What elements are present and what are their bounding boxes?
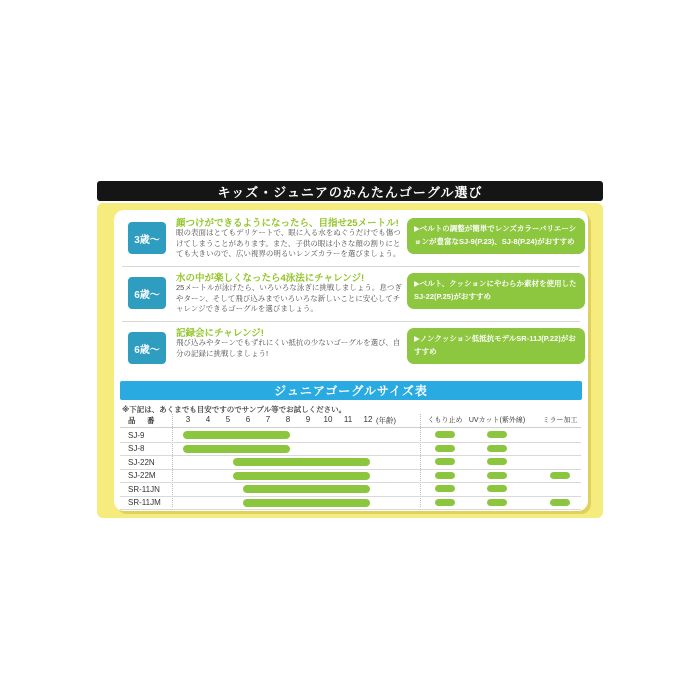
page-title-bar (97, 181, 603, 201)
age-tick: 8 (285, 415, 291, 424)
age-badge (128, 277, 166, 309)
yellow-frame (97, 203, 603, 518)
feature-pill (435, 485, 455, 492)
table-row (120, 482, 581, 497)
recommend-callout: ▶ベルト、クッションにやわらか素材を使用したSJ-22(P.25)がおすすめ (407, 273, 585, 309)
feature-pill (550, 472, 570, 479)
table-row (120, 442, 581, 457)
feature-header-antifog: くもり止め (427, 417, 463, 424)
age-tick: 5 (225, 415, 231, 424)
model-label: SR-11JM (128, 498, 161, 507)
age-tick: 12 (363, 415, 373, 424)
feature-pill (435, 445, 455, 452)
feature-header-uvcut: UVカット(紫外線) (468, 417, 526, 424)
age-unit-label: (年齢) (376, 416, 396, 425)
size-table-title: ジュニアゴーグルサイズ表 (274, 384, 428, 398)
size-table-title-bar (120, 381, 582, 400)
feature-pill (487, 445, 507, 452)
age-range-bar (233, 458, 370, 466)
table-row (120, 496, 581, 511)
section-body: 飛び込みやターンでもずれにくい抵抗の少ないゴーグルを選び、自分の記録に挑戦しましょう! (176, 338, 401, 358)
age-tick: 10 (323, 415, 333, 424)
section-title: 記録会にチャレンジ! (176, 328, 264, 339)
recommend-callout: ▶ノンクッション低抵抗モデルSR-11J(P.22)がおすすめ (407, 328, 585, 364)
age-badge (128, 332, 166, 364)
model-column-header: 品 番 (128, 416, 157, 425)
age-tick: 11 (343, 415, 353, 424)
feature-pill (435, 458, 455, 465)
age-tick: 9 (305, 415, 311, 424)
guide-section-age6-swim (114, 267, 588, 321)
feature-pill (550, 499, 570, 506)
age-range-bar (183, 445, 290, 453)
age-badge-label: 6歳〜 (134, 289, 160, 301)
age-tick: 7 (265, 415, 271, 424)
model-label: SJ-9 (128, 430, 145, 440)
model-label: SJ-22N (128, 457, 155, 467)
model-label: SJ-22M (128, 471, 156, 480)
age-badge-label: 6歳〜 (134, 344, 160, 356)
section-title: 顔つけができるようになったら、目指せ25メートル! (176, 218, 399, 229)
model-label: SJ-8 (128, 444, 145, 453)
table-row (120, 469, 581, 484)
section-body: 25メートルが泳げたら、いろいろな泳ぎに挑戦しましょう。息つぎやターン、そして飛び込みまでいろいろな新しいことに安心してチャレンジできるゴーグルを選びましょう。 (176, 283, 402, 314)
content-panel (114, 210, 588, 511)
model-label: SR-11JN (128, 484, 160, 494)
age-badge-label: 3歳〜 (134, 234, 160, 246)
age-range-bar (243, 485, 370, 493)
guide-section-age6-record (114, 322, 588, 378)
feature-header-mirror: ミラー加工 (542, 417, 578, 424)
feature-pill (487, 485, 507, 492)
feature-pill (435, 431, 455, 438)
size-table-header-row (114, 415, 588, 427)
age-badge (128, 222, 166, 254)
feature-pill (487, 499, 507, 506)
age-range-bar (243, 499, 370, 507)
recommend-callout: ▶ベルトの調整が簡単でレンズカラーバリエーションが豊富なSJ-9(P.23)、SJ-8(P.24)がおすすめ (407, 218, 585, 254)
age-range-bar (233, 472, 370, 480)
size-table-note: ※下記は、あくまでも目安ですのでサンプル等でお試しください。 (122, 405, 347, 414)
age-tick: 4 (205, 415, 211, 424)
section-body: 眼の表面はとてもデリケートで、眼に入る水をぬぐうだけでも傷つけてしまうことがあります。また、子供の眼は小さな顔の割りにとても大きいので、広い視界の明るいレンズカラーを選びましょう。 (176, 228, 401, 259)
table-row (120, 428, 581, 443)
feature-pill (487, 458, 507, 465)
feature-pill (435, 472, 455, 479)
feature-pill (435, 499, 455, 506)
age-tick: 6 (245, 415, 251, 424)
feature-pill (487, 472, 507, 479)
table-row (120, 455, 581, 470)
section-title: 水の中が楽しくなったら4泳法にチャレンジ! (176, 273, 365, 284)
page-title: キッズ・ジュニアのかんたんゴーグル選び (217, 184, 483, 200)
age-range-bar (183, 431, 290, 439)
feature-pill (487, 431, 507, 438)
age-tick: 3 (185, 415, 191, 424)
guide-section-age3 (114, 212, 588, 266)
